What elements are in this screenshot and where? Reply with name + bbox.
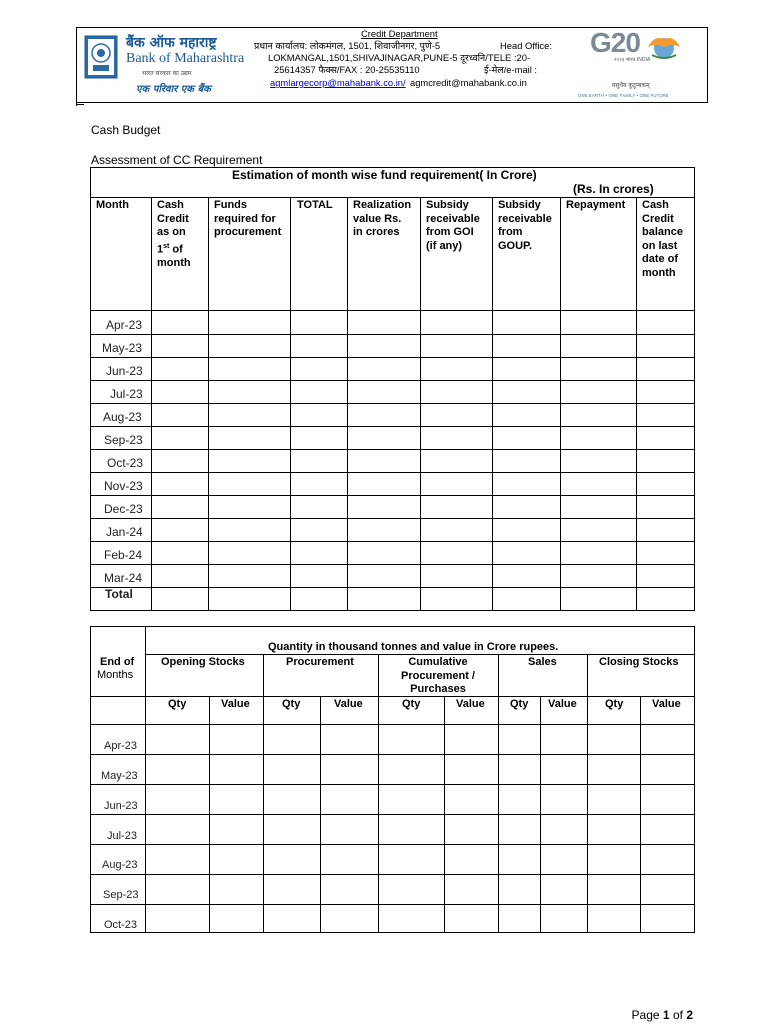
t1-month-label: Sep-23 [104,433,143,447]
t2-value-header: Value [652,698,681,710]
t2-group-opening: Opening Stocks [161,656,245,668]
t2-border-bottom [90,932,695,933]
t2-qty-header: Qty [605,698,624,710]
t1-col-line [560,197,561,611]
t1-month-label: Dec-23 [104,502,143,516]
t1-row-line [90,587,695,588]
t2-col-line [263,654,264,933]
t2-qty-header: Qty [402,698,421,710]
bank-of-maharashtra-logo [82,31,245,97]
bank-subtitle: भारत सरकार का उद्यम [142,70,192,77]
t1-month-label: Aug-23 [103,410,142,424]
t1-row-line [90,541,695,542]
t2-title: Quantity in thousand tonnes and value in Crore rupees. [268,641,559,653]
g20-hindi-motto: वसुधैव कुटुम्बकम् [612,82,650,89]
t2-group-cumulative: Cumulative Procurement / Purchases [401,656,475,695]
t1-month-label: May-23 [102,341,143,355]
t1-col-line [208,197,209,611]
t1-title: Estimation of month wise fund requirement( In Crore) [232,168,537,182]
t2-qty-header: Qty [282,698,301,710]
t2-end-of: End of [100,656,135,668]
t2-month-label: May-23 [101,770,138,782]
department-title: Credit Department [361,28,438,39]
t2-month-label: Sep-23 [103,889,139,901]
t1-header-subsidy-goup: Subsidy receivable from GOUP. [498,199,552,252]
t1-row-line [90,495,695,496]
t1-header-repayment: Repayment [566,199,626,211]
t2-value-header: Value [456,698,485,710]
t1-header-cash-credit: Cash Credit as on 1st of month [157,199,191,269]
t1-month-label: Jun-23 [106,364,143,378]
t2-month-label: Oct-23 [104,919,138,931]
t1-month-label: Apr-23 [106,318,143,332]
lotus-globe-icon [644,33,684,59]
t1-header-total: TOTAL [297,199,333,211]
t1-row-line [90,449,695,450]
t1-row-line [90,380,695,381]
g20-motto: ONE EARTH • ONE FAMILY • ONE FUTURE [578,93,669,98]
t2-value-header: Value [221,698,250,710]
t1-row-line [90,518,695,519]
g20-wordmark: G20 [590,27,640,58]
bank-emblem-icon [84,35,118,79]
t1-col-line [151,197,152,611]
t1-col-line [420,197,421,611]
t2-border-right [694,626,695,933]
t1-month-label: Mar-24 [104,571,143,585]
bank-name-english: Bank of Maharashtra [126,51,245,66]
t1-row-line [90,426,695,427]
t2-border-left [90,626,91,933]
t1-row-line [90,357,695,358]
page-number: Page 1 of 2 [631,1008,693,1022]
t1-total-label: Total [105,587,133,601]
assessment-heading: Assessment of CC Requirement [91,153,263,167]
t2-row-line [90,754,695,755]
t1-row-line [90,334,695,335]
head-office-label: Head Office: [500,40,552,51]
t1-month-label: Jul-23 [110,387,143,401]
t2-row-line [90,874,695,875]
t1-header-funds: Funds required for procurement [214,199,282,238]
t1-month-label: Oct-23 [107,456,144,470]
t2-group-procurement: Procurement [286,656,354,668]
head-office-hindi: प्रधान कार्यालय: लोकमंगल, 1501, शिवाजीनगर, पुणे-5 [254,40,441,51]
bank-tagline: एक परिवार एक बैंक [136,84,211,95]
t2-month-label: Jun-23 [104,800,138,812]
g20-logo [578,27,704,101]
t2-months-label: Months [97,669,134,681]
t1-row-line [90,472,695,473]
g20-subtext: २०२३ भारत INDIA [614,57,651,63]
t1-col-line [290,197,291,611]
t2-month-label: Apr-23 [104,740,138,752]
t2-row-line [90,814,695,815]
t1-col-line [636,197,637,611]
cash-budget-heading: Cash Budget [91,123,161,137]
t2-value-header: Value [548,698,577,710]
t2-qty-header: Qty [168,698,187,710]
address-line: LOKMANGAL,1501,SHIVAJINAGAR,PUNE-5 दूरध्वनि/TELE :20- [268,52,531,63]
phone-fax-line: 25614357 फैक्स/FAX : 20-25535110 [274,64,420,75]
t2-col-line [145,626,146,933]
t2-value-header: Value [334,698,363,710]
t1-border-bottom [90,610,695,611]
t1-month-label: Nov-23 [104,479,143,493]
t2-qty-header: Qty [510,698,529,710]
t2-row-line [90,844,695,845]
t2-month-label: Aug-23 [102,859,138,871]
t2-col-line [587,654,588,933]
t1-row-line [90,403,695,404]
t1-border-left [90,167,91,611]
t1-unit: (Rs. In crores) [573,182,654,196]
t2-subheader-divider [90,724,695,725]
t2-month-label: Jul-23 [107,830,137,842]
bank-name-hindi: बैंक ऑफ महाराष्ट्र [126,35,217,51]
t1-border-right [694,167,695,611]
t1-header-subsidy-goi: Subsidy receivable from GOI (if any) [426,199,480,252]
t2-border-top [90,626,695,627]
t1-row-line [90,310,695,311]
letterhead-foot-mark [76,104,84,105]
t1-col-line [347,197,348,611]
t2-row-line [90,784,695,785]
t1-header-realization: Realization value Rs. in crores [353,199,412,238]
t2-row-line [90,904,695,905]
email-label: ई-मेल/e-mail : [484,64,538,75]
t2-col-line [498,654,499,933]
email-credit: agmcredit@mahabank.co.in [410,77,527,88]
t1-row-line [90,564,695,565]
t1-header-cc-balance: Cash Credit balance on last date of month [642,199,683,279]
t1-month-label: Feb-24 [104,548,143,562]
t2-group-closing: Closing Stocks [599,656,679,668]
t1-col-line [492,197,493,611]
t1-header-divider [90,197,695,198]
t1-month-label: Jan-24 [106,525,143,539]
t1-header-month: Month [96,199,129,211]
email-link-largecorp[interactable]: agmlargecorp@mahabank.co.in/ [270,77,406,88]
t2-group-sales: Sales [528,656,557,668]
